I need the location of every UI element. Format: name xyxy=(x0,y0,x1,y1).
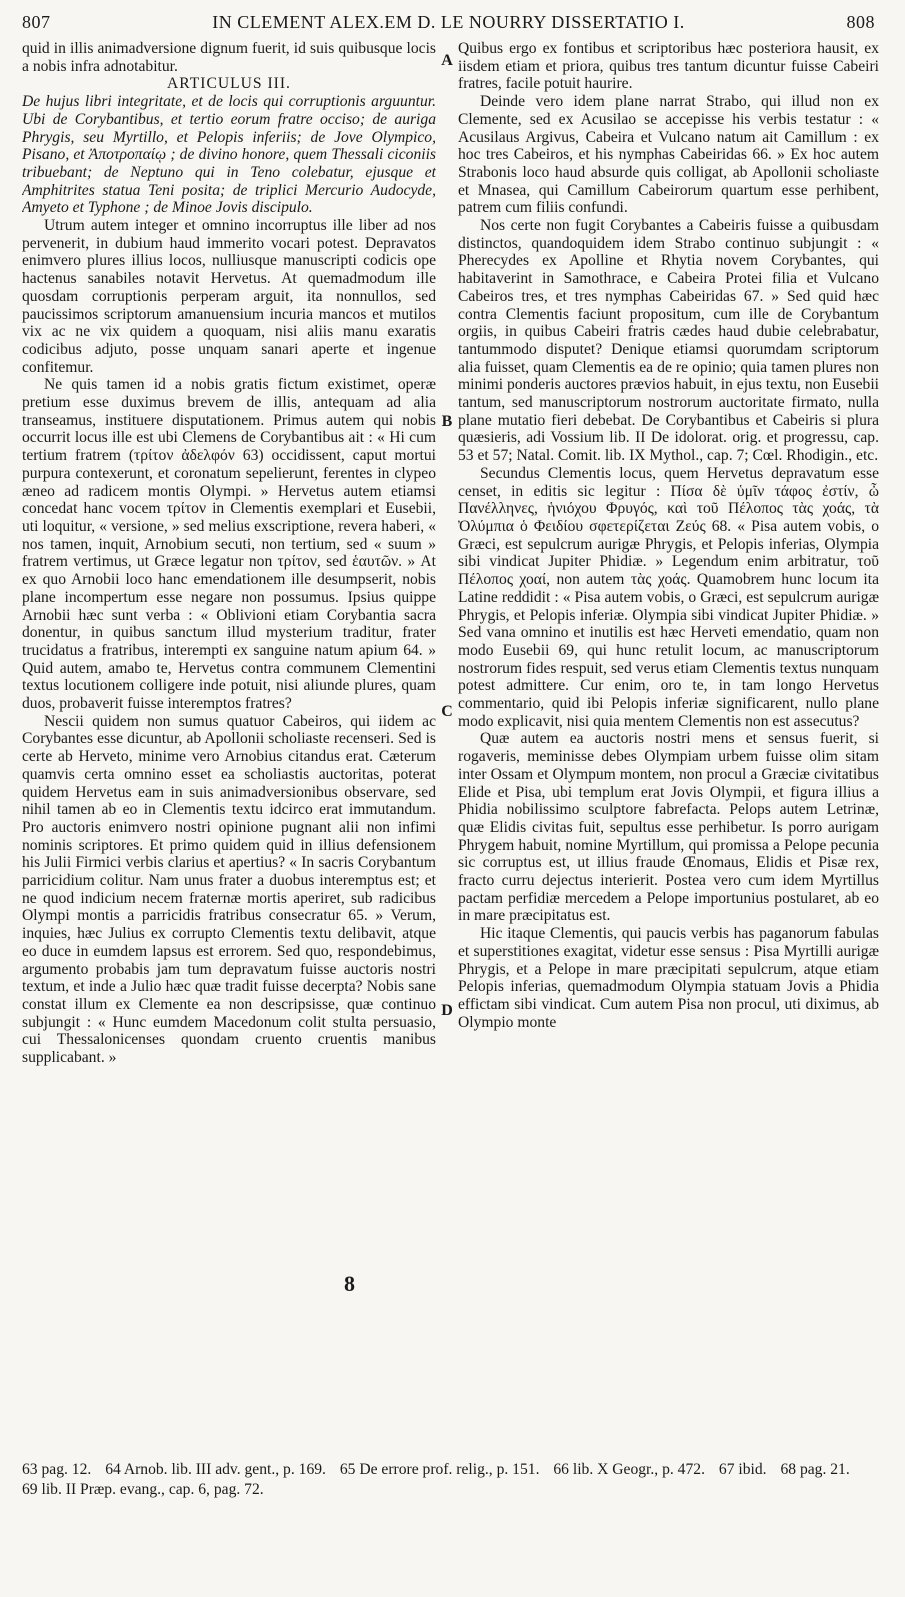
footnote-66: 66 lib. X Geogr., p. 472. xyxy=(553,1461,705,1478)
running-title: IN CLEMENT ALEX.EM D. LE NOURRY DISSERTATIO I. xyxy=(212,12,685,32)
article-heading: ARTICULUS III. xyxy=(167,75,291,93)
left-paragraph-1: Utrum autem integer et omnino incorruptus ille liber ad nos pervenerit, in dubium haud immerito vocari potest. Depravatos enimvero plures illius locos, nulliusque manuscripti codicis ope hactenus sanabiles notavit Hervetus. At quemadmodum ille quosdam corruptionis perperam arguit, ita nonnullos, sed paucissimos scriptorum amanuensium incuria mancos et mutilos vix ac ne vix quidem a quoquam, nisi aliis manu exaratis codicibus adjuto, posse unquam sanari aperte et ingenue confitemur. xyxy=(22,217,436,376)
right-paragraph-2: Nos certe non fugit Corybantes a Cabeiris fuisse a quibusdam distinctos, quandoquidem idem Strabo continuo subjungit : « Pherecydes ex Apolline et Rhytia novem Corybantes, qui habitaverint in Samothrace, e Cabeira Protei filia et Vulcano Cabeiros tres, et tres nymphas Cabeiridas 67. » Sed quid hæc contra Clementis faciunt propositum, cum ille de Corybantum orgiis, in quibus Cabeiri fratris cædes haud dubie celebrabatur, tantummodo disputet? Denique etiamsi quorumdam scriptorum alia fuisset, quam Clementis ea de re opinio; quia tamen plures non minimi ponderis auctores prævios habuit, in ejus textu, non Eusebii tantum, sed manuscriptorum nostrorum auctoritate firmato, nulla plane mutatio fieri debebat. De Corybantibus et Cabeiris si plura quæsieris, adi Vossium lib. II De idolorat. orig. et progressu, cap. 53 et 57; Natal. Comit. lib. IX Mythol., cap. 7; Cœl. Rhodigin., etc. xyxy=(458,217,879,465)
footnote-65: 65 De errore prof. relig., p. 151. xyxy=(339,1461,540,1478)
running-header xyxy=(22,10,875,34)
left-paragraph-3: Nescii quidem non sumus quatuor Cabeiros, qui iidem ac Corybantes esse dicuntur, ab Apollonii scholiaste recenseri. Sed is certe ab Herveto, minime vero Arnobius citandus erat. Cæterum quamvis certa omnino esset ea scholiastis auctoritas, poterat quidem Hervetus eam in suis animadversionibus observare, sed nihil tamen ab eo in Clementis textu idcirco erat immutandum. Pro auctoris enimvero nostri opinione pugnant alii non infimi nominis scriptores. Et primo quidem quid in illius defensionem his Julii Firmici verbis clarius et apertius? « In sacris Corybantum parricidium colitur. Nam unus frater a duobus interemptus est; et ne quod indicium necem fraternæ mortis aperiret, sub radicibus Olympi montis a parricidis fratribus consecratur 65. » Verum, inquies, hæc Julius ex corrupto Clementis textu delibavit, atque eo duce in eumdem lapsus est errorem. Sed quo, respondebimus, argumento probabis jam tum depravatum fuisse auctoris nostri textum, et inde a Julio hæc quæ tradit fuisse decerpta? Nobis sane constat illum ex Clemente ea non descripsisse, quæ continuo subjungit : « Hunc eumdem Macedonum colit stulta persuasio, cui Thessalonicenses quondam cruento cruentis manibus supplicabant. » xyxy=(22,712,436,1067)
footnote-63: 63 pag. 12. xyxy=(22,1461,92,1478)
left-column xyxy=(22,40,436,1440)
footnote-69: 69 lib. II Præp. evang., cap. 6, pag. 72. xyxy=(22,1481,264,1498)
signature-mark: 8 xyxy=(344,1271,355,1296)
right-opening-text: Quibus ergo ex fontibus et scriptoribus hæc posteriora hausit, ex iisdem etiam et priora, quibus tres tantum dicuntur fuisse Cabeiri fratres, facile potuit haurire. xyxy=(458,40,879,93)
right-column xyxy=(458,40,879,1440)
footnote-67: 67 ibid. xyxy=(718,1461,767,1478)
margin-letter-d: D xyxy=(441,1002,453,1019)
right-paragraph-5: Hic itaque Clementis, qui paucis verbis has paganorum fabulas et superstitiones exagitat, videtur esse sensus : Pisa Myrtilli aurigæ Phrygis, et a Pelope in mare præcipitati sepulcrum, atque etiam Pelopis inferias, quemadmodum Olympia statuam Jovis a Phidia effictam sibi vindicat. Cum autem Pisa non procul, uti diximus, ab Olympio monte xyxy=(458,925,879,1031)
right-paragraph-3: Secundus Clementis locus, quem Hervetus depravatum esse censet, in editis sic legitur : Πίσα δὲ ὑμῖν τάφος ἐστίν, ὦ Πανέλληνες, ἡνιόχου Φρυγός, καὶ τοῦ Πέλοπος τὰς χοάς, τὰ Ὀλύμπια ὁ Φειδίου σφετερίζεται Ζεύς 68. « Pisa autem vobis, o Græci, est sepulcrum aurigæ Phrygis, et Pelopis inferias, Olympia sibi vindicat Jupiter Phidiæ. » Legendum enim arbitratur, τοῦ Πέλοπος χοαί, non autem τὰς χοάς. Quamobrem hunc locum ita Latine reddidit : « Pisa autem vobis, o Græci, est sepulcrum aurigæ Phrygis, et Pelopis inferiæ. Olympia sibi vindicat Jupiter Phidiæ. » Sed vana omnino et inutilis est hæc Herveti emendatio, quam non modo Eusebii 69, qui hunc retulit locum, ac manuscriptorum nostrorum fides respuit, sed verus etiam Clementis textus nunquam potest admittere. Cur enim, oro te, in tam longo Hervetus commentario, quid ibi Pelopis inferiæ significarent, nullo plane modo explicavit, nisi quia mentem Clementis non est assecutus? xyxy=(458,464,879,730)
margin-letter-b: B xyxy=(441,413,453,430)
left-paragraph-2: Ne quis tamen id a nobis gratis fictum existimet, operæ pretium esse duximus brevem de illis, antequam ad alia transeamus, instituere disputationem. Primus autem qui nobis occurrit locus ille est ubi Clemens de Corybantibus ait : « Hi cum tertium fratrem (τρίτον ἀδελφόν 63) occidissent, caput mortui purpura contexerunt, et coronatum sepelierunt, ferentes in clypeo æneo ad radicem montis Olympi. » Hervetus autem etiamsi concedat hanc vocem τρίτον in Clementis exemplari et Eusebii, uti loquitur, « versione, » sed melius exscriptione, revera haberi, « nos tamen, inquit, Arnobium secuti, non tertium, sed « suum » fratrem vertimus, ut Græce legatur non τρίτον, sed ἑαυτῶν. » At ex quo Arnobii loco hanc emendationem ille desumpserit, nobis plane incompertum esse negare non possumus. Ipsius quippe Arnobii hæc sunt verba : « Oblivioni etiam Corybantia sacra donentur, in quibus sanctum illud mysterium traditur, frater trucidatus a fratribus, interempti ex sanguine natum apium 64. » Quid autem, amabo te, Hervetus contra communem Clementini textus locutionem colligere inde potuit, nisi aliunde plures, quam duos, probaverit fuisse interemptos fratres? xyxy=(22,376,436,713)
margin-letter-a: A xyxy=(441,52,453,69)
page-number-left: 807 xyxy=(22,12,51,32)
article-summary: De hujus libri integritate, et de locis qui corruptionis arguuntur. Ubi de Corybantibus, et tertio eorum fratre occiso; de auriga Phrygis, seu Myrtillo, et Pelopis inferiis; de Jove Olympico, Pisano, et Ἀποτροπαίῳ ; de divino honore, quem Thessali ciconiis tribuebant; de Neptuno qui in Teno colebatur, ejusque et Amphitrites statua Teni posita; de triplici Mercurio Audocyde, Amyeto et Typhone ; de Minoe Jovis discipulo. xyxy=(22,93,436,217)
right-paragraph-4: Quæ autem ea auctoris nostri mens et sensus fuerit, si rogaveris, meminisse debes Olympiam urbem fuisse olim sitam inter Ossam et Olympum montem, non procul a Græciæ civitatibus Elide et Pisa, ubi templum erat Jovis Olympii, et figura illius a Phidia nobilissimo sculptore fabrefacta. Pelops autem Letrinæ, quæ Elidis civitas fuit, sepultus esse perhibetur. Is porro aurigam Phrygem habuit, nomine Myrtillum, qui promissa a Pelope pecunia sic corruptus est, ut illius fraude Œnomaus, Elidis et Pisæ rex, fracto curru dejectus interierit. Postea vero cum idem Myrtillus pactam perfidiæ mercedem a Pelope importunius postularet, ab eo in mare præcipitatus est. xyxy=(458,730,879,925)
page-number-right: 808 xyxy=(846,12,875,32)
footnote-64: 64 Arnob. lib. III adv. gent., p. 169. xyxy=(105,1461,326,1478)
left-opening-text: quid in illis animadversione dignum fuerit, id suis quibusque locis a nobis infra adnotabitur. xyxy=(22,40,436,75)
footnotes xyxy=(22,1460,875,1500)
margin-letter-c: C xyxy=(441,703,453,720)
right-paragraph-1: Deinde vero idem plane narrat Strabo, qui illud non ex Clemente, sed ex Acusilao se accepisse his verbis testatur : « Acusilaus Argivus, Cabeira et Vulcano natum ait Camillum : ex hoc tres Cabeiros, et his nymphas Cabeiridas 66. » Ex hoc autem Strabonis loco haud absurde quis colligat, ab Apollonii scholiaste et Mnasea, qui Camillum Cabeirorum quartum esse perhibent, patrem cum filiis confundi. xyxy=(458,93,879,217)
footnote-68: 68 pag. 21. xyxy=(780,1461,850,1478)
